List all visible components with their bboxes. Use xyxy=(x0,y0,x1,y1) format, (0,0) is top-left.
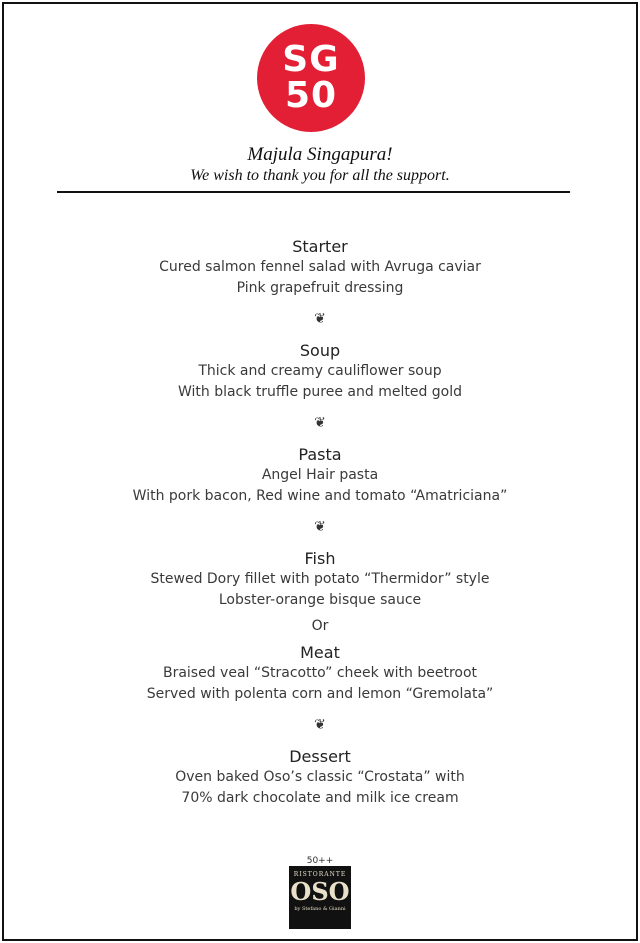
ornament-divider-icon: ❦ xyxy=(314,415,326,431)
course-line: Thick and creamy cauliflower soup xyxy=(198,363,442,379)
header-rule xyxy=(57,191,570,193)
footer-number: 50++ xyxy=(306,856,334,866)
course-line: With black truffle puree and melted gold xyxy=(177,383,463,400)
restaurant-logo-name: OSO xyxy=(290,877,350,906)
sg50-logo xyxy=(257,24,365,132)
course-line: 70% dark chocolate and milk ice cream xyxy=(181,789,459,806)
course-line: Stewed Dory fillet with potato “Thermidor” style xyxy=(150,571,490,587)
ornament-divider-icon: ❦ xyxy=(314,717,326,733)
restaurant-logo-bottom: by Stefano & Gianni xyxy=(294,906,346,912)
course-dessert xyxy=(0,746,640,808)
page-subtitle: We wish to thank you for all the support. xyxy=(190,167,450,184)
course-starter xyxy=(0,236,640,298)
ornament-divider-icon: ❦ xyxy=(314,311,326,327)
restaurant-logo xyxy=(289,866,351,929)
restaurant-logo-top: RISTORANTE xyxy=(293,871,347,878)
course-title: Soup xyxy=(299,341,341,360)
course-line: Oven baked Oso’s classic “Crostata” with xyxy=(175,769,465,785)
course-title: Meat xyxy=(300,643,340,662)
course-line: With pork bacon, Red wine and tomato “Amatriciana” xyxy=(132,487,508,504)
course-title: Fish xyxy=(304,549,336,568)
logo-line-1: SG xyxy=(282,39,340,80)
course-line: Braised veal “Stracotto” cheek with beetroot xyxy=(162,665,478,681)
course-soup xyxy=(0,340,640,402)
course-title: Dessert xyxy=(289,747,351,766)
course-pasta xyxy=(0,444,640,506)
logo-line-2: 50 xyxy=(284,75,338,116)
course-line: Pink grapefruit dressing xyxy=(236,279,404,296)
course-line: Angel Hair pasta xyxy=(261,467,379,483)
course-fish xyxy=(0,548,640,610)
course-line: Served with polenta corn and lemon “Gremolata” xyxy=(146,685,494,702)
ornament-divider-icon: ❦ xyxy=(314,519,326,535)
menu-list xyxy=(0,236,640,808)
or-separator: Or xyxy=(311,618,329,634)
page-title: Majula Singapura! xyxy=(247,144,393,165)
course-title: Starter xyxy=(292,237,348,256)
course-title: Pasta xyxy=(298,445,342,464)
course-line: Lobster-orange bisque sauce xyxy=(218,591,422,608)
course-meat xyxy=(0,642,640,704)
course-line: Cured salmon fennel salad with Avruga caviar xyxy=(159,259,481,275)
